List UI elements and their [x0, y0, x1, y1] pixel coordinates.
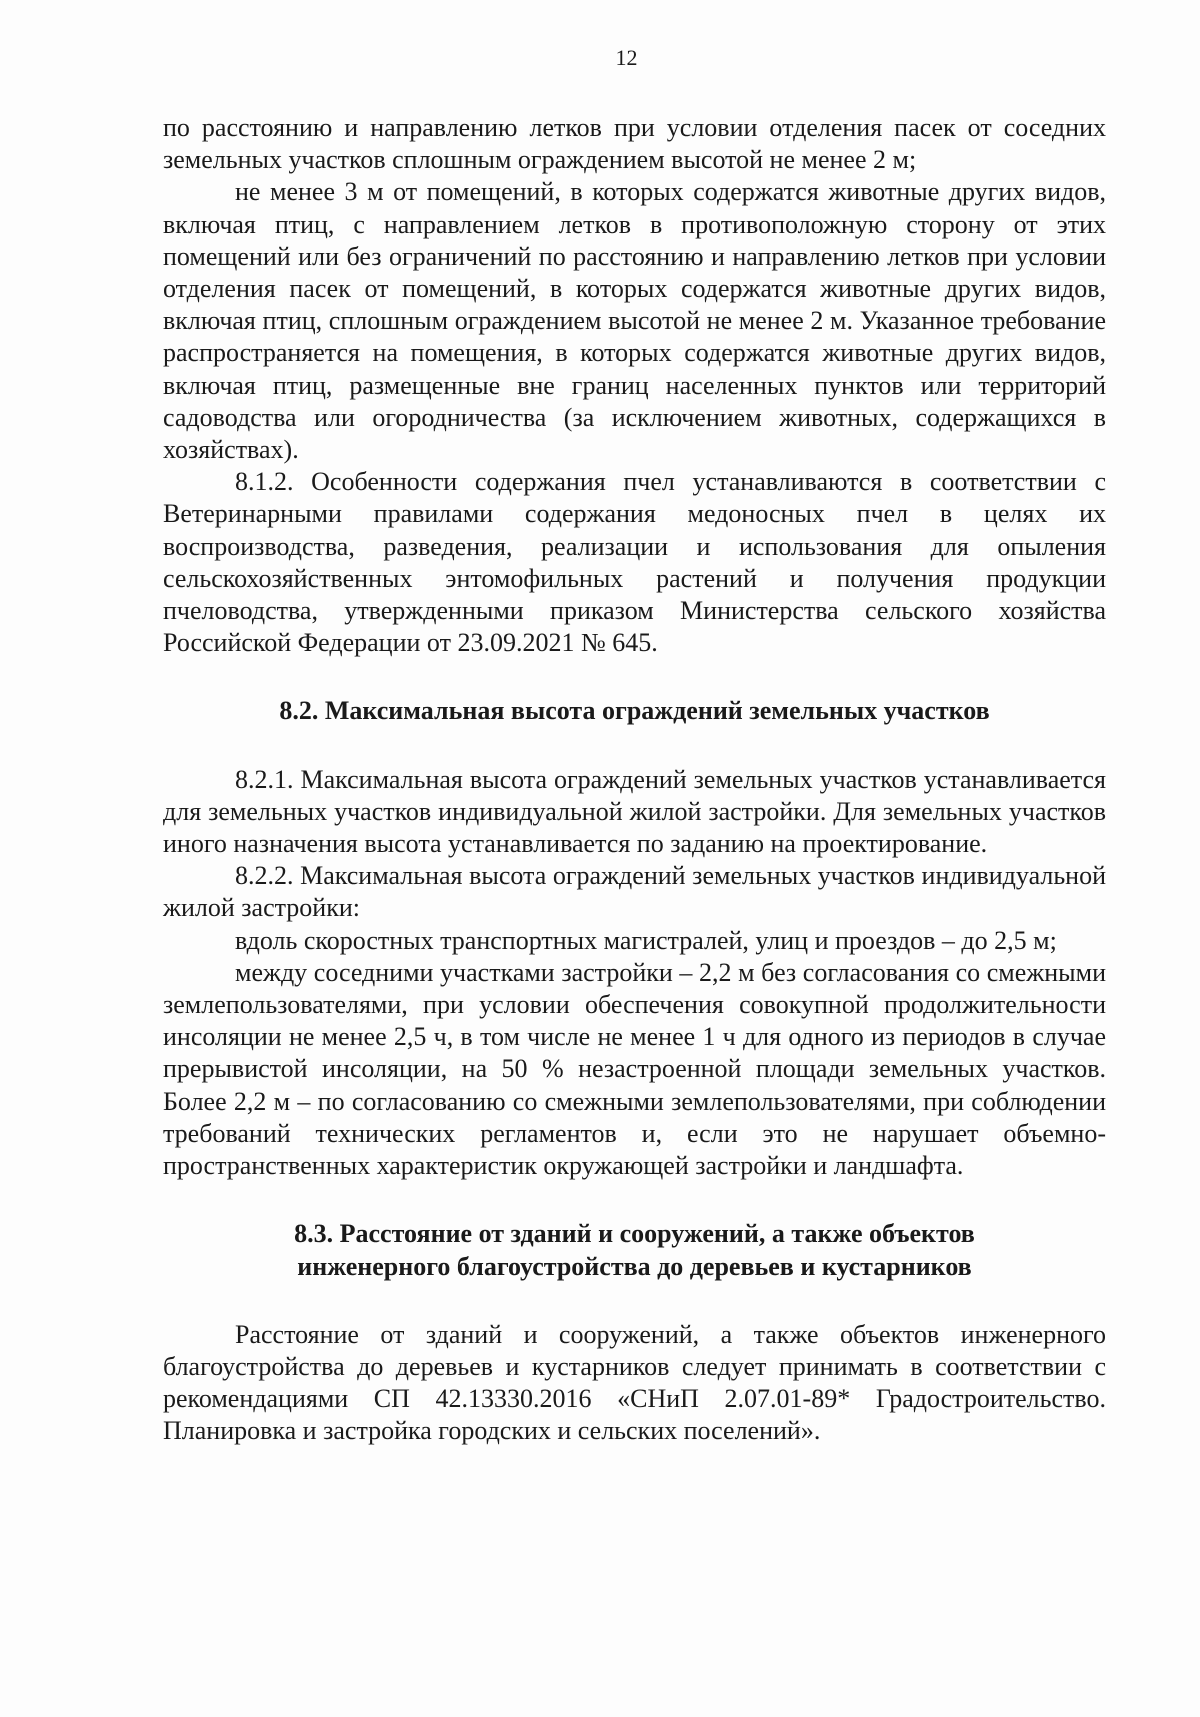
paragraph-apiary-distance-continued: по расстоянию и направлению летков при условии отделения пасек от соседних земельных участков сплошным ограждением высотой не менее 2 м; — [163, 113, 1106, 175]
paragraph-8-3: Расстояние от зданий и сооружений, а также объектов инженерного благоустройства до деревьев и кустарников следует принимать в соответствии с рекомендациями СП 42.13330.2016 «СНиП 2.07.01-89* Градостроительство. Планировка и застройка городских и сельских поселений». — [163, 1319, 1106, 1446]
paragraph-8-1-2: 8.1.2. Особенности содержания пчел устанавливаются в соответствии с Ветеринарными правилами содержания медоносных пчел в целях их воспроизводства, разведения, реализации и использования для опыления сельскохозяйственных энтомофильных растений и получения продукции пчеловодства, утвержденными приказом Министерства сельского хозяйства Российской Федерации от 23.09.2021 № 645. — [163, 467, 1106, 658]
paragraph-8-2-1: 8.2.1. Максимальная высота ограждений земельных участков устанавливается для земельных участков индивидуальной жилой застройки. Для земельных участков иного назначения высота устанавливается по заданию на проектирование. — [163, 764, 1106, 859]
paragraph-8-2-2: 8.2.2. Максимальная высота ограждений земельных участков индивидуальной жилой застройки: — [163, 861, 1106, 923]
document-body — [163, 112, 1106, 1448]
page-number: 12 — [615, 45, 638, 70]
paragraph-between-plots: между соседними участками застройки – 2,2 м без согласования со смежными землепользователями, при условии обеспечения совокупной продолжительности инсоляции не менее 2,5 ч, в том числе не менее 1 ч для одного из периодов в случае прерывистой инсоляции, на 50 % незастроенной площади земельных участков. Более 2,2 м – по согласованию со смежными землепользователями, при соблюдении требований технических регламентов и, если это не нарушает объемно-пространственных характеристик окружающей застройки и ландшафта. — [163, 957, 1106, 1181]
paragraph-animal-premises: не менее 3 м от помещений, в которых содержатся животные других видов, включая птиц, с направлением летков в противоположную сторону от этих помещений или без ограничений по расстоянию и направлению летков при условии отделения пасек от помещений, в которых содержатся животные других видов, включая птиц, сплошным ограждением высотой не менее 2 м. Указанное требование распространяется на помещения, в которых содержатся животные других видов, включая птиц, размещенные вне границ населенных пунктов или территорий садоводства или огородничества (за исключением животных, содержащихся в хозяйствах). — [163, 177, 1106, 465]
section-8-2-heading: 8.2. Максимальная высота ограждений земельных участков — [279, 696, 990, 726]
section-8-3-heading: 8.3. Расстояние от зданий и сооружений, а также объектов инженерного благоустройства до деревьев и кустарников — [294, 1219, 975, 1281]
paragraph-along-highways: вдоль скоростных транспортных магистралей, улиц и проездов – до 2,5 м; — [235, 925, 1057, 955]
